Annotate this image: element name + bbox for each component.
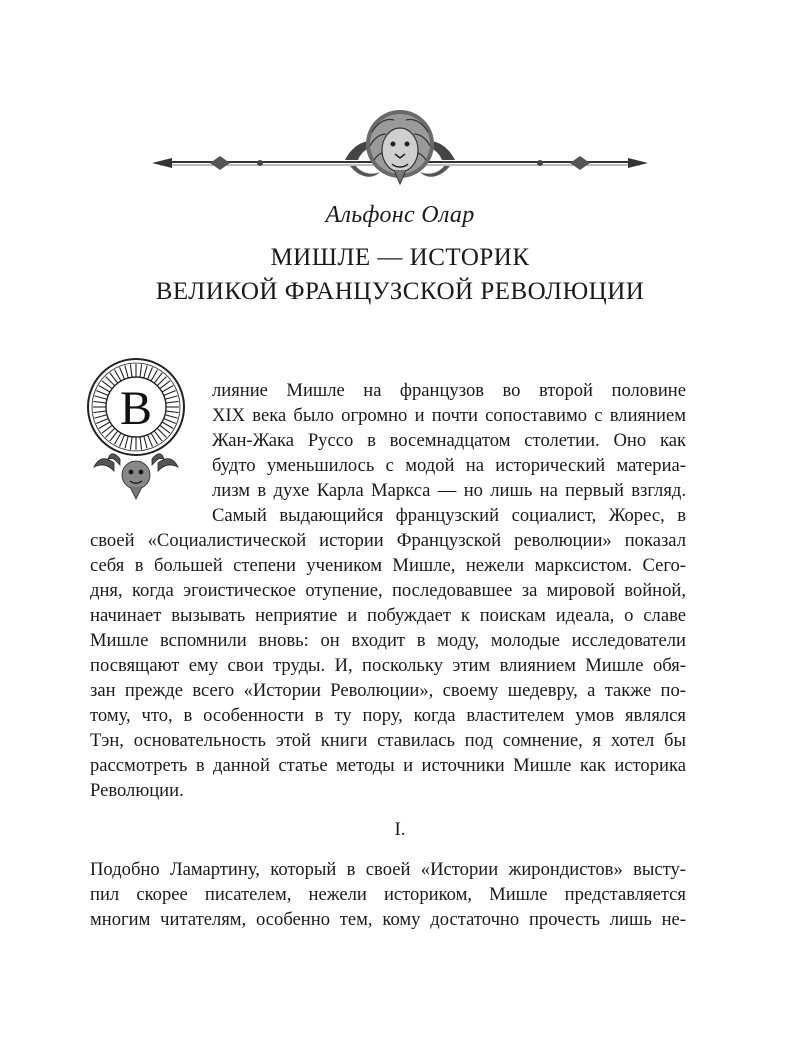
text-line: Мишле вспомнили вновь: он входит в моду, молодые исследователи [90, 630, 686, 651]
article-title-line-1: МИШЛЕ — ИСТОРИК [270, 244, 530, 271]
text-line: пил скорее писателем, нежели историком, Мишле представляется [90, 884, 686, 905]
text-line: многим читателям, особенно тем, кому достаточно прочесть лишь не- [90, 909, 686, 930]
text-line: Подобно Ламартину, который в своей «Истории жирондистов» высту- [90, 859, 686, 880]
text-line: начинает вызывать неприятие и побуждает к поискам идеала, о славе [90, 605, 686, 626]
text-line: Жан-Жака Руссо в восемнадцатом столетии. Оно как [212, 430, 686, 451]
paragraph-1-opening [212, 378, 686, 503]
text-line: своей «Социалистической истории Французской революции» показал [90, 530, 686, 551]
text-line: дня, когда эгоистическое отупение, последовавшее за мировой войной, [90, 580, 686, 601]
foliage-ornament [94, 454, 178, 499]
section-number: I. [394, 819, 406, 840]
text-line: посвящают ему свои труды. И, поскольку этим влиянием Мишле обя- [90, 655, 686, 676]
text-line: XIX века было огромно и почти сопоставимо с влиянием [212, 405, 686, 426]
text-line: Тэн, основательность этой книги ставилась под сомнение, я хотел бы [90, 730, 686, 751]
author-name: Альфонс Олар [325, 202, 475, 228]
text-line: Революции. [90, 780, 184, 801]
text-line: лияние Мишле на французов во второй половине [212, 380, 686, 401]
text-line: тому, что, в особенности в ту пору, когда властителем умов являлся [90, 705, 686, 726]
text-line: будто уменьшилось с модой на исторический материа- [212, 455, 686, 476]
text-line: рассмотреть в данной статье методы и источники Мишле как историка [90, 755, 686, 776]
article-title-line-2: ВЕЛИКОЙ ФРАНЦУЗСКОЙ РЕВОЛЮЦИИ [155, 278, 645, 305]
text-line: лизм в духе Карла Маркса — но лишь на первый взгляд. [212, 480, 686, 501]
drop-cap [84, 355, 188, 505]
paragraph-1-continuation [90, 503, 686, 803]
lion-head-ornament [150, 92, 650, 192]
paragraph-2 [90, 857, 686, 932]
text-line: Самый выдающийся французский социалист, Жорес, в [212, 505, 686, 526]
text-line: себя в большей степени учеником Мишле, нежели марксистом. Сего- [90, 555, 686, 576]
text-line: зан прежде всего «Истории Революции», своему шедевру, а также по- [90, 680, 686, 701]
drop-cap-letter: В [119, 382, 153, 435]
